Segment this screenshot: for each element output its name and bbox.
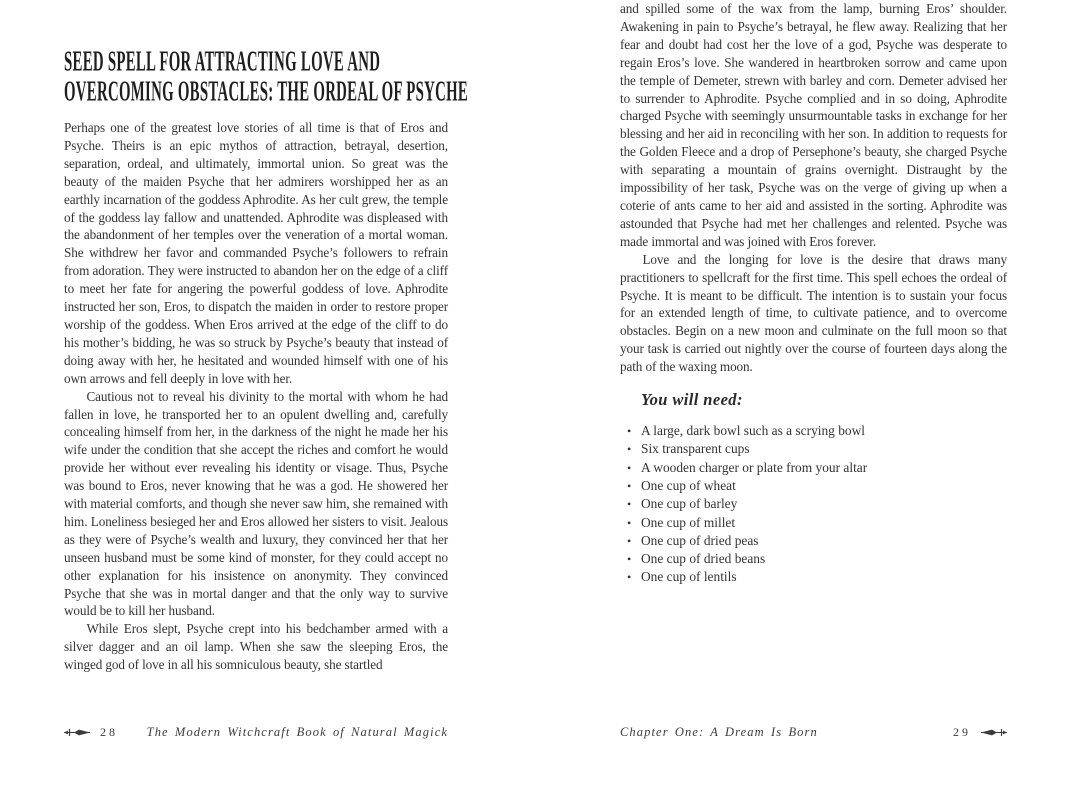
supply-item: [620, 477, 1007, 495]
left-arrow-ornament-icon: [64, 728, 90, 737]
bullet-icon: •: [627, 424, 632, 439]
supply-text: One cup of wheat: [641, 477, 736, 493]
bullet-icon: •: [627, 570, 632, 585]
bullet-icon: •: [627, 442, 632, 457]
supply-item: [620, 514, 1007, 532]
supply-text: One cup of lentils: [641, 569, 737, 585]
supply-item: [620, 422, 1007, 440]
supply-text: A large, dark bowl such as a scrying bowl: [641, 423, 865, 439]
supply-text: One cup of dried peas: [641, 532, 759, 548]
right-page-footer: [620, 725, 1007, 740]
supplies-subheading: You will need:: [641, 390, 743, 410]
left-page: [64, 0, 469, 739]
chapter-title-footer: Chapter One: A Dream Is Born: [620, 725, 818, 739]
supply-item: [620, 550, 1007, 568]
body-paragraph: While Eros slept, Psyche crept into his bedchamber armed with a silver dagger and an oil lamp. When she saw the sleeping Eros, the winged god of love in all his somniculous beauty, she startled: [64, 621, 448, 673]
supply-item: [620, 532, 1007, 550]
right-footer-pagenum-group: [953, 725, 1007, 740]
supply-text: Six transparent cups: [641, 441, 750, 457]
heading-line-1: [64, 47, 448, 77]
bullet-icon: •: [627, 497, 632, 512]
bullet-icon: •: [627, 552, 632, 567]
supply-item: [620, 459, 1007, 477]
heading-line-2: [64, 75, 469, 107]
bullet-icon: •: [627, 515, 632, 530]
bullet-icon: •: [627, 478, 632, 493]
bullet-icon: •: [627, 460, 632, 475]
left-page-footer: [64, 725, 448, 740]
right-page: [620, 0, 1007, 739]
supply-item: [620, 568, 1007, 586]
supply-item: [620, 495, 1007, 513]
page-number: 28: [100, 725, 118, 739]
book-title-footer: The Modern Witchcraft Book of Natural Magick: [146, 725, 448, 739]
supply-text: One cup of millet: [641, 514, 736, 530]
bullet-icon: •: [627, 533, 632, 548]
section-heading: [64, 45, 469, 107]
right-arrow-ornament-icon: [981, 728, 1007, 737]
body-paragraph: and spilled some of the wax from the lamp, burning Eros’ shoulder. Awakening in pain to Psyche’s betrayal, he flew away. Realizing that her fear and doubt had cost her the love of a god, Psyche was desperate to regain Eros’s love. She wandered in heartbroken sorrow and came upon the temple of Demeter, strewn with barley and corn. Demeter advised her to surrender to Aphrodite. Psyche complied and in so doing, Aphrodite charged Psyche with seemingly unsurmountable tasks in exchange for her blessing and her aid in reconciling with her son. In addition to requests for the Golden Fleece and a drop of Persephone’s beauty, she charged Psyche with separating a mountain of grains overnight. Distraught by the impossibility of her task, Psyche was on the verge of giving up when a coterie of ants came to her aid and assisted in the sorting. Aphrodite was astounded that Psyche had met her challenges and relented. Psyche was made immortal and was joined with Eros forever.: [620, 1, 1007, 249]
supply-text: One cup of dried beans: [641, 551, 766, 567]
supply-text: One cup of barley: [641, 496, 738, 512]
supply-item: [620, 440, 1007, 458]
page-number: 29: [953, 725, 971, 739]
body-paragraph: Perhaps one of the greatest love stories of all time is that of Eros and Psyche. Theirs is an epic mythos of attraction, betrayal, desertion, separation, ordeal, and ultimately, immortal union. So great was the beauty of the maiden Psyche that her admirers worshipped her as an earthly incarnation of the goddess Aphrodite. As her cult grew, the temple of the goddess lay fallow and unattended. Aphrodite was displeased with the abandonment of her temples over the veneration of a mortal woman. She withdrew her favor and commanded Psyche’s followers to refrain from adoration. They were instructed to abandon her on the edge of a cliff to meet her fate for angering the powerful goddess of love. Aphrodite instructed her son, Eros, to dispatch the maiden in order to restore proper worship of the goddess. When Eros arrived at the edge of the cliff to do his mother’s bidding, he was so struck by Psyche’s beauty that instead of doing away with her, he hesitated and wounded himself with one of his own arrows and fell deeply in love with her.: [64, 120, 448, 386]
body-paragraph: Love and the longing for love is the desire that draws many practitioners to spellcraft for the first time. This spell echoes the ordeal of Psyche. It is meant to be difficult. The intention is to sustain your focus for an extended length of time, to cultivate patience, and to overcome obstacles. Begin on a new moon and culminate on the full moon so that your task is carried out nightly over the course of fourteen days along the path of the waxing moon.: [620, 251, 1007, 375]
supplies-list: [620, 422, 1007, 587]
body-paragraph: Cautious not to reveal his divinity to the mortal with whom he had fallen in love, he transported her to an opulent dwelling and, carefully concealing himself from her, in the darkness of the night he made her his wife under the condition that she accept the riches and comfort he would provide her without ever revealing his identity or visage. Thus, Psyche was bound to Eros, never knowing that he was a god. He showered her with material comforts, and though she never saw him, she remained with him. Loneliness besieged her and Eros allowed her sisters to visit. Jealous as they were of Psyche’s wealth and luxury, they convinced her that her unseen husband must be some kind of monster, for they could accept no other explanation for his insistence on anonymity. They convinced Psyche that she was in mortal danger and that the only way to survive would be to kill her husband.: [64, 388, 448, 619]
heading-line-1-text: SEED SPELL FOR ATTRACTING LOVE AND: [64, 45, 381, 77]
heading-line-2-text: OVERCOMING OBSTACLES: THE ORDEAL OF PSYCHE: [64, 75, 469, 107]
left-footer-pagenum-group: [64, 725, 118, 740]
supply-text: A wooden charger or plate from your altar: [641, 459, 868, 475]
